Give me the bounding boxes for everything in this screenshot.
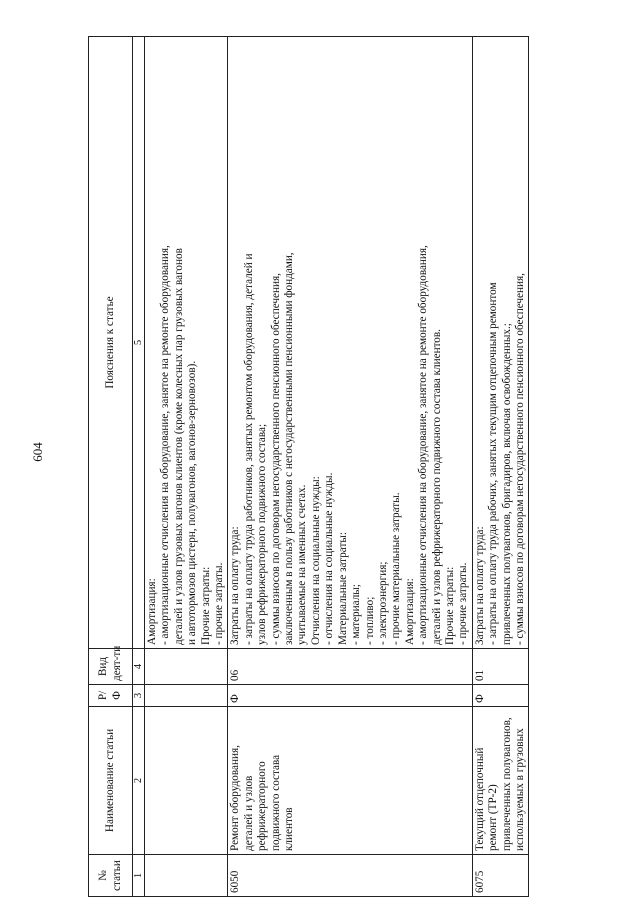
explanation-line: Материальные затраты: bbox=[336, 532, 349, 645]
header-num: № статьи bbox=[89, 855, 133, 897]
explanation-line: привлеченных полувагонов, бригадиров, включая освобожденных.; bbox=[500, 323, 513, 645]
header-row bbox=[89, 37, 133, 897]
row-activity: 01 bbox=[472, 649, 529, 685]
explanation-line: узлов рефрижераторного подвижного состава; bbox=[256, 423, 269, 645]
col-number: 3 bbox=[133, 685, 145, 707]
table-row bbox=[472, 37, 529, 897]
row-name-line: привлеченных полувагонов, bbox=[500, 717, 513, 851]
explanation-line: - суммы взносов по договорам негосударственного пенсионного обеспечения, bbox=[513, 273, 526, 645]
explanation-line: деталей и узлов рефрижераторного подвижного состава клиентов. bbox=[430, 329, 443, 645]
row-name bbox=[145, 707, 228, 855]
row-number: 6050 bbox=[228, 855, 472, 897]
row-rf bbox=[145, 685, 228, 707]
row-name-line: деталей и узлов bbox=[242, 775, 255, 851]
row-explanation bbox=[228, 37, 472, 649]
explanation-line: - прочие материальные затраты. bbox=[390, 492, 403, 645]
row-number bbox=[145, 855, 228, 897]
explanation-line: Затраты на оплату труда: bbox=[473, 526, 486, 645]
cost-items-table bbox=[88, 36, 529, 897]
explanation-line: - амортизационные отчисления на оборудование, занятое на ремонте оборудования, bbox=[417, 245, 430, 645]
explanation-line: - топливо; bbox=[363, 596, 376, 645]
row-explanation bbox=[472, 37, 529, 649]
page-number: 604 bbox=[30, 442, 45, 462]
explanation-line: - амортизационные отчисления на оборудование, занятое на ремонте оборудования, bbox=[159, 245, 172, 645]
row-name-line: подвижного состава bbox=[269, 754, 282, 851]
explanation-line: - прочие затраты. bbox=[213, 562, 226, 645]
row-activity: 06 bbox=[228, 649, 472, 685]
row-name bbox=[228, 707, 472, 855]
row-rf: Ф bbox=[472, 685, 529, 707]
explanation-line: - суммы взносов по договорам негосударственного пенсионного обеспечения, bbox=[269, 273, 282, 645]
header-explanation: Пояснения к статье bbox=[89, 37, 133, 649]
explanation-line: заключенным в пользу работников с негосударственными пенсионными фондами, bbox=[283, 252, 296, 645]
explanation-line: учитываемые на именных счетах. bbox=[296, 484, 309, 645]
explanation-line: Затраты на оплату труда: bbox=[229, 526, 242, 645]
row-name-line: рефрижераторного bbox=[256, 761, 269, 851]
explanation-line: - материалы; bbox=[350, 584, 363, 645]
explanation-line: - затраты на оплату труда рабочих, занятых текущим отцепочным ремонтом bbox=[487, 282, 500, 645]
table-body bbox=[145, 37, 529, 897]
header-name: Наименование статьи bbox=[89, 707, 133, 855]
explanation-line: - прочие затраты. bbox=[457, 562, 470, 645]
row-name-line: Текущий отцепочный bbox=[473, 747, 486, 851]
row-number: 6075 bbox=[472, 855, 529, 897]
explanation-line: - электроэнергия; bbox=[376, 561, 389, 645]
explanation-line: Прочие затраты: bbox=[443, 566, 456, 645]
row-name-line: Ремонт оборудования, bbox=[229, 745, 242, 851]
explanation-line: Прочие затраты: bbox=[199, 566, 212, 645]
row-name bbox=[472, 707, 529, 855]
column-numbers-row bbox=[133, 37, 145, 897]
col-number: 2 bbox=[133, 707, 145, 855]
table-row bbox=[228, 37, 472, 897]
explanation-line: деталей и узлов грузовых вагонов клиентов (кроме колесных пар грузовых вагонов bbox=[172, 248, 185, 645]
rotated-sheet bbox=[88, 37, 625, 897]
col-number: 1 bbox=[133, 855, 145, 897]
row-rf: Ф bbox=[228, 685, 472, 707]
explanation-line: - затраты на оплату труда работников, занятых ремонтом оборудования, деталей и bbox=[242, 253, 255, 645]
table-frame bbox=[88, 37, 625, 897]
header-vid: Вид деят-ти bbox=[89, 649, 133, 685]
table-row bbox=[145, 37, 228, 897]
row-name-line: клиентов bbox=[283, 807, 296, 851]
header-rf: Р/ Ф bbox=[89, 685, 133, 707]
row-activity bbox=[145, 649, 228, 685]
row-name-line: ремонт (ТР-2) bbox=[487, 784, 500, 851]
explanation-line: и автотормозов цистерн, полувагонов, вагонов-зерновозов). bbox=[186, 360, 199, 645]
row-explanation bbox=[145, 37, 228, 649]
explanation-line: Амортизация: bbox=[146, 578, 158, 645]
explanation-line: Амортизация: bbox=[403, 578, 416, 645]
row-name-line: используемых в грузовых bbox=[513, 728, 526, 851]
col-number: 4 bbox=[133, 649, 145, 685]
col-number: 5 bbox=[133, 37, 145, 649]
explanation-line: - отчисления на социальные нужды. bbox=[323, 472, 336, 645]
explanation-line: Отчисления на социальные нужды: bbox=[309, 476, 322, 645]
